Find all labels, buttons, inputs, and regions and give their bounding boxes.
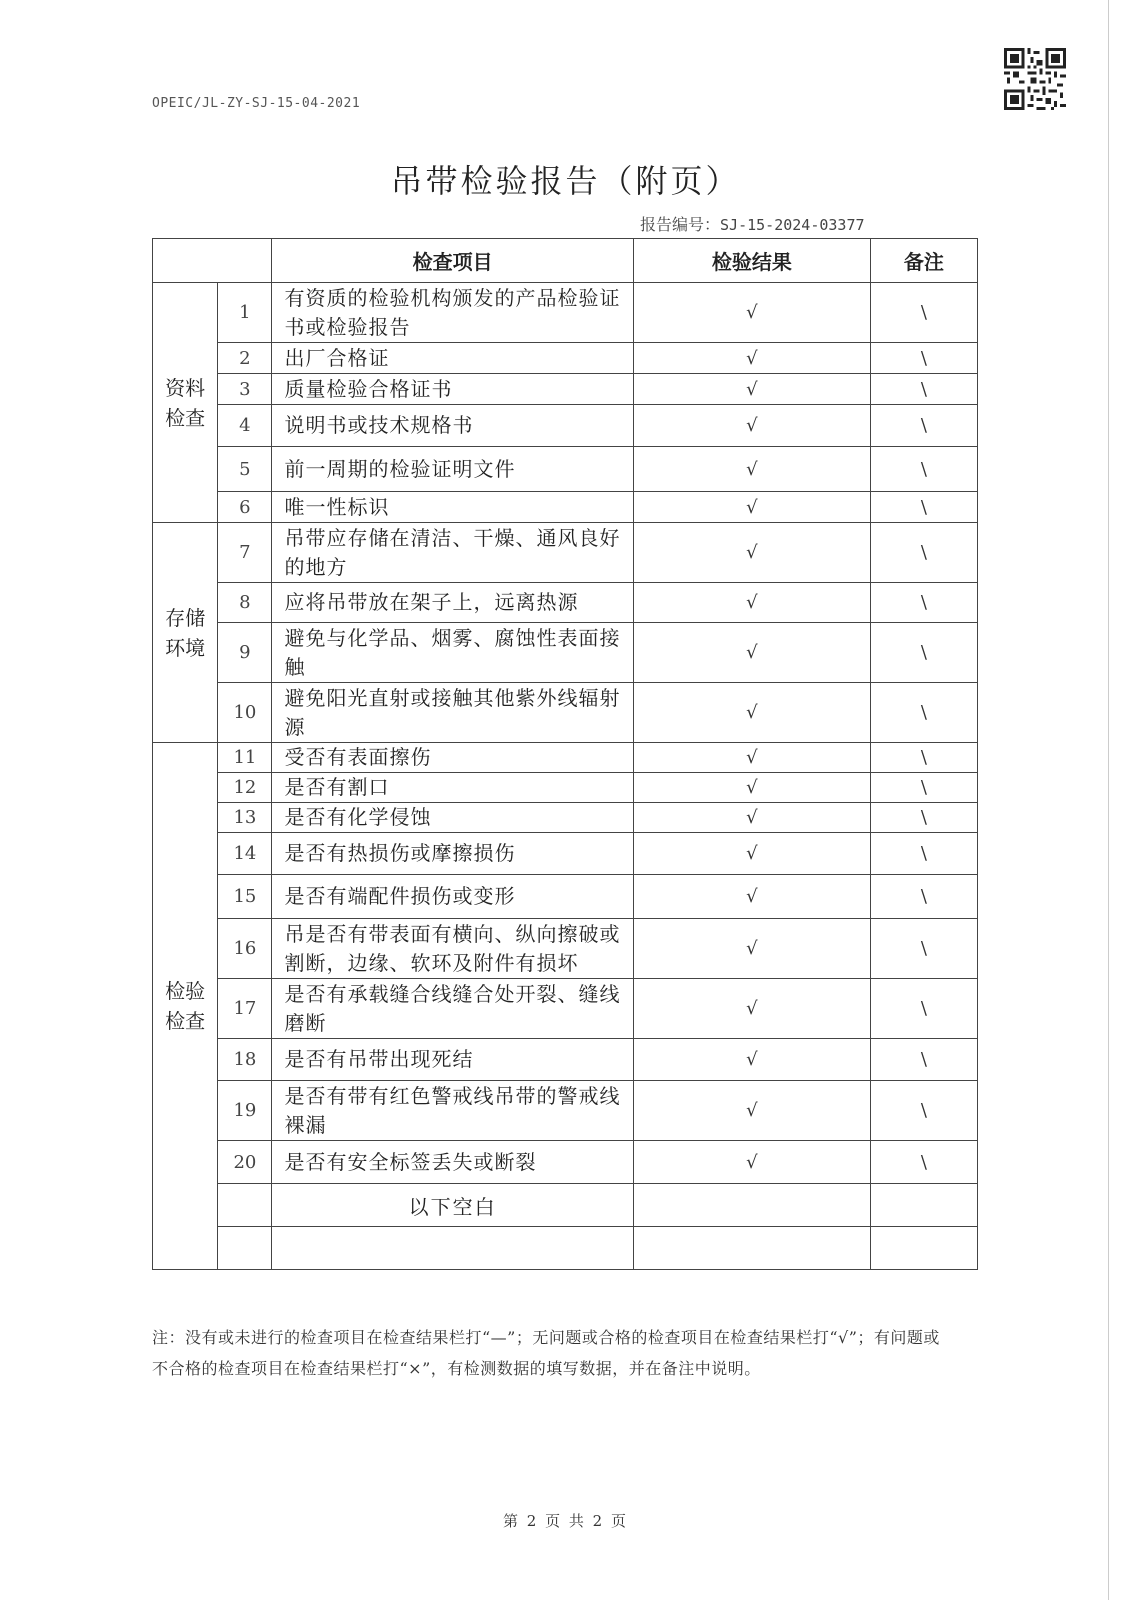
table-header-row: [153, 239, 978, 283]
row-remark: \: [870, 623, 977, 683]
table-row: [153, 1039, 978, 1081]
qr-code-icon: [1004, 48, 1066, 110]
row-item: 是否有化学侵蚀: [272, 803, 633, 833]
row-remark: \: [870, 343, 977, 374]
row-number: 9: [218, 623, 272, 683]
row-result: √: [633, 374, 870, 405]
category-inspect: [153, 743, 218, 1270]
header-blank: [153, 239, 272, 283]
blank-row: [153, 1227, 978, 1270]
footnote: 注：没有或未进行的检查项目在检查结果栏打“—”；无问题或合格的检查项目在检查结果栏打“√”；有问题或不合格的检查项目在检查结果栏打“×”，有检测数据的填写数据，并在备注中说明。: [152, 1328, 940, 1378]
header-result: 检验结果: [633, 239, 870, 283]
table-row: [153, 623, 978, 683]
table-row: [153, 283, 978, 343]
table-row: [153, 523, 978, 583]
page-number: 第 2 页 共 2 页: [503, 1512, 628, 1530]
row-remark: \: [870, 803, 977, 833]
row-item: 是否有安全标签丢失或断裂: [272, 1141, 633, 1184]
blank-cell: [218, 1184, 272, 1227]
row-number: 3: [218, 374, 272, 405]
row-result: √: [633, 343, 870, 374]
table-row: [153, 803, 978, 833]
table-row: [153, 979, 978, 1039]
row-item: 吊是否有带表面有横向、纵向擦破或割断，边缘、软环及附件有损坏: [272, 919, 633, 979]
row-result: √: [633, 743, 870, 773]
row-number: 4: [218, 405, 272, 447]
row-item: 应将吊带放在架子上，远离热源: [272, 583, 633, 623]
row-item: 前一周期的检验证明文件: [272, 447, 633, 492]
row-result: √: [633, 1081, 870, 1141]
category-storage-line1: 存储: [165, 605, 206, 630]
row-remark: \: [870, 1039, 977, 1081]
row-remark: \: [870, 683, 977, 743]
row-result: √: [633, 447, 870, 492]
row-remark: \: [870, 1141, 977, 1184]
category-inspect-line1: 检验: [165, 979, 206, 1003]
row-number: 5: [218, 447, 272, 492]
row-number: 15: [218, 875, 272, 919]
row-remark: \: [870, 405, 977, 447]
row-number: 10: [218, 683, 272, 743]
row-remark: \: [870, 523, 977, 583]
table-row: [153, 405, 978, 447]
category-docs-line2: 检查: [165, 405, 206, 430]
table-row: [153, 343, 978, 374]
row-item: 避免阳光直射或接触其他紫外线辐射源: [272, 683, 633, 743]
table-row: [153, 583, 978, 623]
row-result: √: [633, 492, 870, 523]
header-item: 检查项目: [272, 239, 633, 283]
row-item: 避免与化学品、烟雾、腐蚀性表面接触: [272, 623, 633, 683]
row-result: √: [633, 583, 870, 623]
report-number-label: 报告编号：: [640, 215, 721, 234]
table-row: [153, 743, 978, 773]
page-title: 吊带检验报告（附页）: [390, 162, 741, 200]
row-number: 2: [218, 343, 272, 374]
row-result: √: [633, 405, 870, 447]
row-result: √: [633, 623, 870, 683]
blank-notice: 以下空白: [272, 1184, 633, 1227]
row-number: 17: [218, 979, 272, 1039]
row-item: 受否有表面擦伤: [272, 743, 633, 773]
row-item: 质量检验合格证书: [272, 374, 633, 405]
row-result: √: [633, 979, 870, 1039]
document-code: OPEIC/JL-ZY-SJ-15-04-2021: [152, 96, 361, 111]
row-item: 是否有割口: [272, 773, 633, 803]
row-result: √: [633, 919, 870, 979]
row-result: √: [633, 683, 870, 743]
blank-cell: [870, 1227, 977, 1270]
row-remark: \: [870, 743, 977, 773]
report-number-value: SJ-15-2024-03377: [720, 216, 865, 234]
table-row: [153, 1081, 978, 1141]
row-remark: \: [870, 374, 977, 405]
row-remark: \: [870, 447, 977, 492]
blank-cell: [633, 1227, 870, 1270]
row-number: 1: [218, 283, 272, 343]
row-number: 14: [218, 833, 272, 875]
inspection-table: [152, 238, 978, 1270]
table-row: [153, 447, 978, 492]
row-remark: \: [870, 979, 977, 1039]
row-number: 20: [218, 1141, 272, 1184]
row-number: 12: [218, 773, 272, 803]
table-row: [153, 1141, 978, 1184]
row-item: 是否有承载缝合线缝合处开裂、缝线磨断: [272, 979, 633, 1039]
row-result: √: [633, 283, 870, 343]
row-number: 19: [218, 1081, 272, 1141]
row-item: 有资质的检验机构颁发的产品检验证书或检验报告: [272, 283, 633, 343]
row-item: 出厂合格证: [272, 343, 633, 374]
table-row: [153, 374, 978, 405]
category-docs: [153, 283, 218, 523]
row-remark: \: [870, 583, 977, 623]
header-remark: 备注: [870, 239, 977, 283]
row-item: 是否有热损伤或摩擦损伤: [272, 833, 633, 875]
row-item: 说明书或技术规格书: [272, 405, 633, 447]
blank-cell: [272, 1227, 633, 1270]
blank-cell: [633, 1184, 870, 1227]
blank-cell: [218, 1227, 272, 1270]
category-docs-line1: 资料: [165, 375, 206, 400]
blank-row: [153, 1184, 978, 1227]
category-inspect-line2: 检查: [165, 1009, 206, 1033]
row-remark: \: [870, 1081, 977, 1141]
row-number: 7: [218, 523, 272, 583]
table-row: [153, 875, 978, 919]
table-row: [153, 492, 978, 523]
table-row: [153, 773, 978, 803]
row-number: 18: [218, 1039, 272, 1081]
row-remark: \: [870, 492, 977, 523]
row-remark: \: [870, 283, 977, 343]
table-row: [153, 683, 978, 743]
category-storage-line2: 环境: [165, 635, 206, 660]
table-row: [153, 919, 978, 979]
row-number: 16: [218, 919, 272, 979]
row-result: √: [633, 523, 870, 583]
row-remark: \: [870, 875, 977, 919]
row-item: 唯一性标识: [272, 492, 633, 523]
row-result: √: [633, 875, 870, 919]
row-number: 8: [218, 583, 272, 623]
row-remark: \: [870, 919, 977, 979]
table-row: [153, 833, 978, 875]
row-item: 是否有吊带出现死结: [272, 1039, 633, 1081]
row-item: 吊带应存储在清洁、干燥、通风良好的地方: [272, 523, 633, 583]
row-remark: \: [870, 833, 977, 875]
row-result: √: [633, 833, 870, 875]
row-result: √: [633, 1141, 870, 1184]
row-number: 6: [218, 492, 272, 523]
scan-edge-line: [1108, 0, 1109, 1600]
blank-cell: [870, 1184, 977, 1227]
row-result: √: [633, 1039, 870, 1081]
row-number: 13: [218, 803, 272, 833]
category-storage: [153, 523, 218, 743]
row-number: 11: [218, 743, 272, 773]
row-remark: \: [870, 773, 977, 803]
row-item: 是否有端配件损伤或变形: [272, 875, 633, 919]
report-number: [640, 212, 865, 235]
row-result: √: [633, 773, 870, 803]
row-result: √: [633, 803, 870, 833]
row-item: 是否有带有红色警戒线吊带的警戒线裸漏: [272, 1081, 633, 1141]
